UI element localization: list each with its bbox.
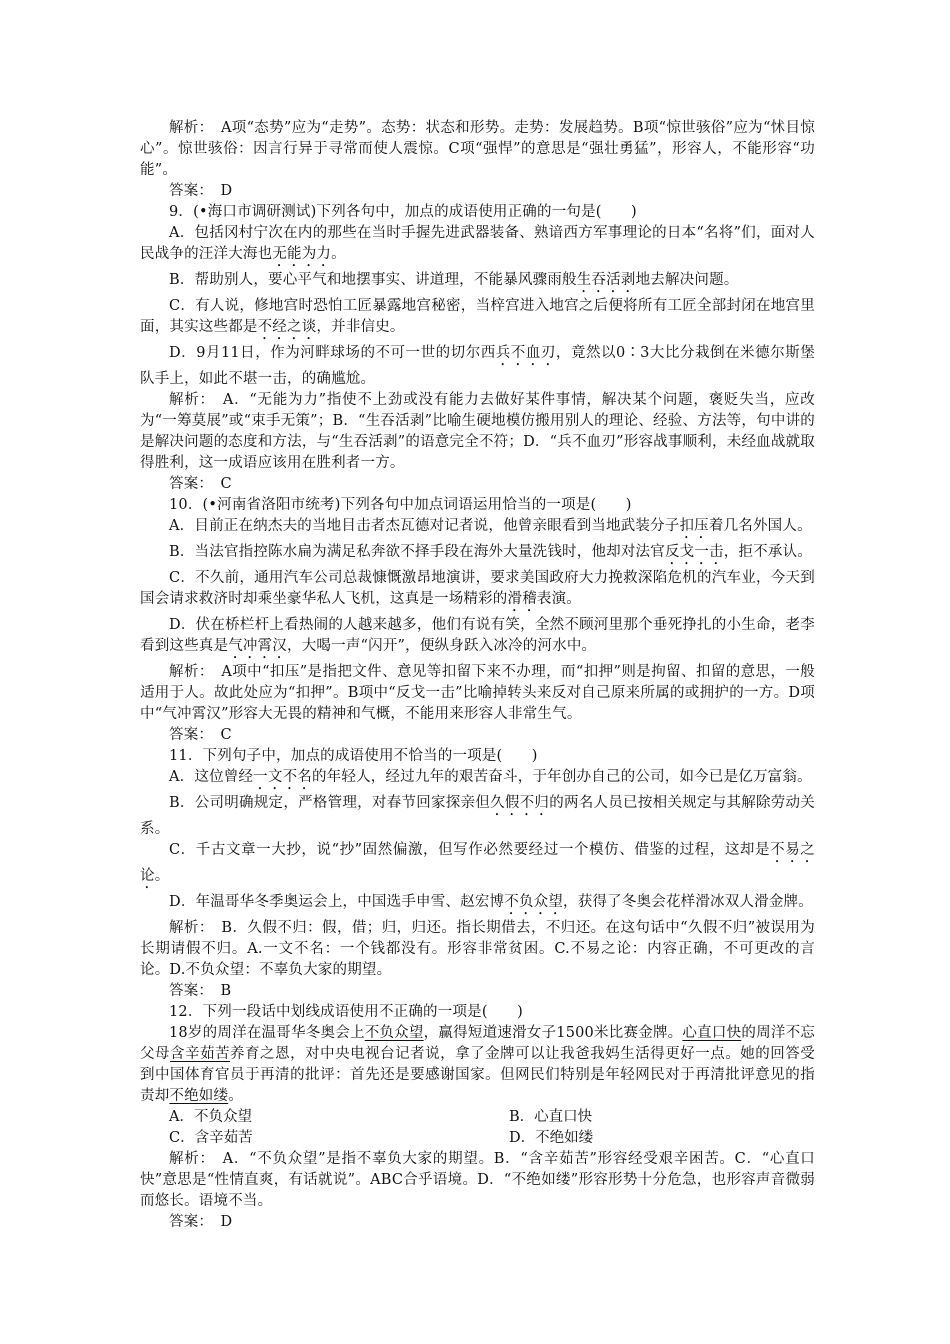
q9-option-b: B．帮助别人，要心平气和地摆事实、讲道理，不能暴风骤雨般生吞活剥地去解决问题。 xyxy=(169,272,739,288)
q12-option-c: C．含辛茹苦 xyxy=(169,1130,253,1146)
dotted-idiom: 不负众望 xyxy=(504,894,564,910)
document-page xyxy=(140,118,815,1233)
q10-option-d: D．伏在桥栏杆上看热闹的人越来越多，他们有说有笑，全然不顾河里那个垂死挣扎的小生命，老李看到这些真是气冲霄汉，大喝一声“闪开”，便纵身跃入冰冷的河水中。 xyxy=(140,617,815,654)
q9-analysis: 解析： A．“无能为力”指使不上劲或没有能力去做好某件事情，解决某个问题，褒贬失当，应改为“一筹莫展”或“束手无策”；B．“生吞活剥”比喻生硬地模仿搬用别人的理论、经验、方法等，句中讲的是解决问题的态度和方法，与“生吞活剥”的语意完全不符；D．“兵不血刃”形容战事顺利，未经血战就取得胜利，这一成语应该用在胜利者一方。 xyxy=(140,392,815,471)
q11-option-c: C．千古文章一大抄，说“抄”固然偏激，但写作必然要经过一个模仿、借鉴的过程，这却是不易之论。 xyxy=(140,842,815,884)
q10-option-c: C．不久前，通用汽车公司总裁慷慨激昂地演讲，要求美国政府大力挽救深陷危机的汽车业，今天到国会请求救济时却乘坐豪华私人飞机，这真是一场精彩的滑稽表演。 xyxy=(140,570,815,607)
underlined-idiom: 含辛茹苦 xyxy=(170,1046,231,1062)
dotted-idiom: 滑稽 xyxy=(507,591,537,607)
dotted-idiom: 反戈一击 xyxy=(664,544,724,560)
q10-option-b: B．当法官指控陈水扁为满足私奔欲不择手段在海外大量洗钱时，他却对法官反戈一击，拒不承认。 xyxy=(169,544,812,560)
q12-analysis: 解析： A．“不负众望”是指不辜负大家的期望。B．“含辛茹苦”形容经受艰辛困苦。C．“心直口快”意思是“性情直爽，有话就说”。ABC合乎语境。D．“不绝如缕”形容形势十分危急，也形容声音微弱而悠长。语境不当。 xyxy=(140,1151,815,1209)
q12-option-b: B．心直口快 xyxy=(509,1109,593,1125)
q11-stem: 11．下列句子中，加点的成语使用不恰当的一项是( ) xyxy=(169,748,538,764)
q11-analysis: 解析： B．久假不归：假，借；归，归还。指长期借去，不归还。在这句话中“久假不归”被误用为长期请假不归。A.一文不名：一个钱都没有。形容非常贫困。C.不易之论：内容正确，不可更改的言论。D.不负众望：不辜负大家的期望。 xyxy=(140,920,815,978)
q11-option-d: D．年温哥华冬季奥运会上，中国选手申雪、赵宏博不负众望，获得了冬奥会花样滑冰双人滑金牌。 xyxy=(169,894,813,910)
q9-answer: 答案： C xyxy=(169,476,232,492)
dotted-idiom: 生吞活剥 xyxy=(576,272,636,288)
q11-option-a: A．这位曾经一文不名的年轻人，经过九年的艰苦奋斗，于年创办自己的公司，如今已是亿万富翁。 xyxy=(169,769,812,785)
q12-stem: 12．下列一段话中划线成语使用不正确的一项是( ) xyxy=(169,1004,523,1020)
dotted-idiom: 兵不血刃 xyxy=(495,345,556,361)
dotted-idiom: 一文不名 xyxy=(253,769,312,785)
underlined-idiom: 不负众望 xyxy=(364,1025,424,1041)
q9-option-c: C．有人说，修地宫时恐怕工匠暴露地宫秘密，当梓宫进入地宫之后便将所有工匠全部封闭在地宫里面，其实这些都是不经之谈，并非信史。 xyxy=(140,298,815,335)
q9-stem: 9．(•海口市调研测试)下列各句中，加点的成语使用正确的一句是( ) xyxy=(169,204,637,220)
dotted-idiom: 久假不归 xyxy=(490,795,550,811)
q12-option-d: D．不绝如缕 xyxy=(509,1130,594,1146)
q9-option-a: A．包括冈村宁次在内的那些在当时手握先进武器装备、熟谙西方军事理论的日本“名将”们，面对人民战争的汪洋大海也无能为力。 xyxy=(140,225,815,262)
q8-answer: 答案： D xyxy=(169,183,233,199)
q12-option-a: A．不负众望 xyxy=(169,1109,252,1125)
q12-options-row-1 xyxy=(140,1107,815,1128)
underlined-idiom: 不绝如缕 xyxy=(169,1088,229,1104)
dotted-idiom: 气冲霄汉 xyxy=(228,638,288,654)
dotted-idiom: 扣压 xyxy=(679,518,709,534)
dotted-idiom: 不易之论 xyxy=(140,842,815,884)
q10-option-a: A．目前正在纳杰夫的当地目击者杰瓦德对记者说，他曾亲眼看到当地武装分子扣压着几名外国人。 xyxy=(169,518,812,534)
dotted-idiom: 无能为力 xyxy=(272,246,332,262)
q12-answer: 答案： D xyxy=(169,1214,233,1230)
underlined-idiom: 心直口快 xyxy=(682,1025,742,1041)
dotted-idiom: 不经之谈 xyxy=(257,319,317,335)
q12-passage: 18岁的周洋在温哥华冬奥会上不负众望，赢得短道速滑女子1500米比赛金牌。心直口快的周洋不忘父母含辛茹苦养育之恩，对中央电视台记者说，拿了金牌可以让我爸我妈生活得更好一点。她的回答受到中国体育官员于再清的批评：首先还是要感谢国家。但网民们特别是年轻网民对于再清批评意见的指责却不绝如缕。 xyxy=(140,1025,816,1104)
q8-analysis: 解析： A项“态势”应为“走势”。态势：状态和形势。走势：发展趋势。B项“惊世骇俗”应为“怵目惊心”。惊世骇俗：因言行异于寻常而使人震惊。C项“强悍”的意思是“强壮勇猛”，形容人，不能形容“功能”。 xyxy=(140,120,815,178)
q11-option-b: B．公司明确规定，严格管理，对春节回家探亲但久假不归的两名人员已按相关规定与其解除劳动关系。 xyxy=(140,795,815,837)
q10-answer: 答案： C xyxy=(169,727,232,743)
q10-analysis: 解析： A项中“扣压”是指把文件、意见等扣留下来不办理，而“扣押”则是拘留、扣留的意思，一般适用于人。故此处应为“扣押”。B项中“反戈一击”比喻掉转头来反对自己原来所属的或拥护的一方。D项中“气冲霄汉”形容大无畏的精神和气概，不能用来形容人非常生气。 xyxy=(140,664,815,722)
q12-options-row-2 xyxy=(140,1128,815,1149)
q11-answer: 答案： B xyxy=(169,983,232,999)
q9-option-d: D．9月11日，作为河畔球场的不可一世的切尔西兵不血刃，竟然以0∶3大比分栽倒在米德尔斯堡队手上，如此不堪一击，的确尴尬。 xyxy=(140,345,815,387)
q10-stem: 10．(•河南省洛阳市统考)下列各句中加点词语运用恰当的一项是( ) xyxy=(169,497,632,513)
